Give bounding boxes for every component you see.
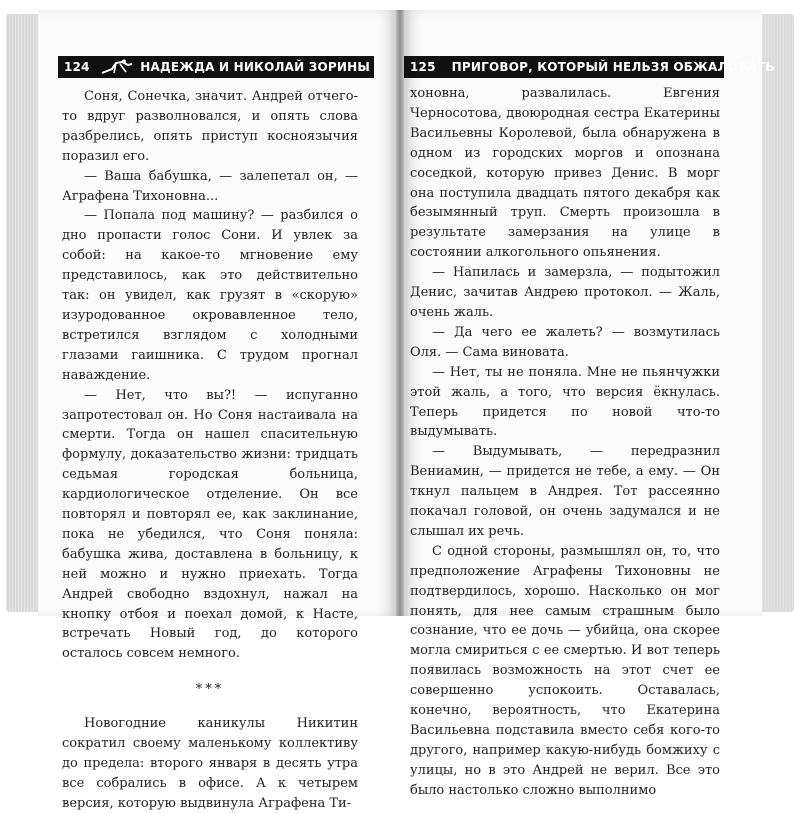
- paragraph: — Выдумывать, — передразнил Вениамин, — придется не тебе, а ему. — Он ткнул пальцем в Андрея. Тот рассеянно покачал головой, он очень задумался и не слышал их речь.: [410, 444, 720, 539]
- paragraph: — Да чего ее жалеть? — возмутилась Оля. — Сама виновата.: [410, 324, 720, 360]
- right-running-title: ПРИГОВОР, КОТОРЫЙ НЕЛЬЗЯ ОБЖАЛОВАТЬ: [451, 60, 775, 74]
- left-page-body: [62, 87, 358, 814]
- page-edges-left: [6, 14, 40, 612]
- paragraph: — Нет, ты не поняла. Мне не пьянчужки этой жаль, а того, что версия ёкнулась. Теперь придется по новой что-то выдумывать.: [410, 364, 720, 440]
- left-page-number: 124: [64, 60, 90, 74]
- left-running-title: НАДЕЖДА И НИКОЛАЙ ЗОРИНЫ: [140, 60, 370, 74]
- paragraph-continuation: хоновна, развалилась. Евгения Черносотова, двоюродная сестра Екатерины Васильевны Королевой, была обнаружена в одном из городских моргов и опознана соседкой, которую привез Денис. В морг она поступила двадцать пятого декабря как безымянный труп. Смерть произошла в результате замерзания на улице в состоянии алкогольного опьянения.: [410, 86, 720, 261]
- right-page-header: [404, 56, 775, 78]
- paragraph: — Нет, что вы?! — испуганно запротестовал он. Но Соня настаивала на смерти. Тогда он нашел спасительную формулу, доказательство жизни: тридцать седьмая городская больница, кардиологическое отделение. Он все повторял и повторял ее, как заклинание, пока не убедился, что Соня поняла: бабушка жива, доставлена в больницу, к ней можно и нужно приехать. Тогда Андрей свободно вздохнул, нажал на кнопку отбоя и поехал домой, к Насте, встречать Новый год, до которого осталось совсем немного.: [62, 387, 358, 662]
- paragraph: — Напилась и замерзла, — подытожил Денис, зачитав Андрею протокол. — Жаль, очень жаль.: [410, 265, 720, 320]
- right-page-number: 125: [410, 60, 436, 74]
- paragraph: С одной стороны, размышлял он, то, что предположение Аграфены Тихоновны не подтвердилось, хорошо. Насколько он мог понять, для нее самым страшным было сознание, что ее дочь — убийца, она скорее могла смириться с ее смертью. И вот теперь появилась возможность на этот счет ее совершенно успокоить. Оставалась, конечно, вероятность, что Екатерина Васильевна подставила вместо себя кого-то другого, например какую-нибудь бомжиху с улицы, но в это Андрей не верил. Все это было настолько сложно выполнимо: [410, 543, 720, 798]
- paragraph: — Ваша бабушка, — залепетал он, — Аграфена Тихоновна...: [62, 168, 358, 204]
- running-man-icon: [100, 59, 134, 75]
- paragraph: Соня, Сонечка, значит. Андрей отчего-то вдруг разволновался, и опять слова разбрелись, опять приступ косноязычия поразил его.: [62, 89, 358, 164]
- paragraph: — Попала под машину? — разбился о дно пропасти голос Сони. И увлек за собой: на какое-то мгновение ему представилось, как это действительно так: он увидел, как грузят в «скорую» изуродованное окровавленное тело, встретился взглядом с холодными глазами гаишника. С трудом прогнал наваждение.: [62, 208, 358, 383]
- section-separator: ***: [195, 682, 225, 698]
- paragraph: Новогодние каникулы Никитин сократил своему маленькому коллективу до предела: второго января в десять утра все собрались в офисе. А к четырем версия, которую выдвинула Аграфена Ти-: [62, 716, 358, 811]
- book-gutter: [396, 10, 404, 616]
- right-page-body: [410, 84, 720, 801]
- page-edges-right: [760, 14, 794, 612]
- left-page-header: [58, 56, 374, 78]
